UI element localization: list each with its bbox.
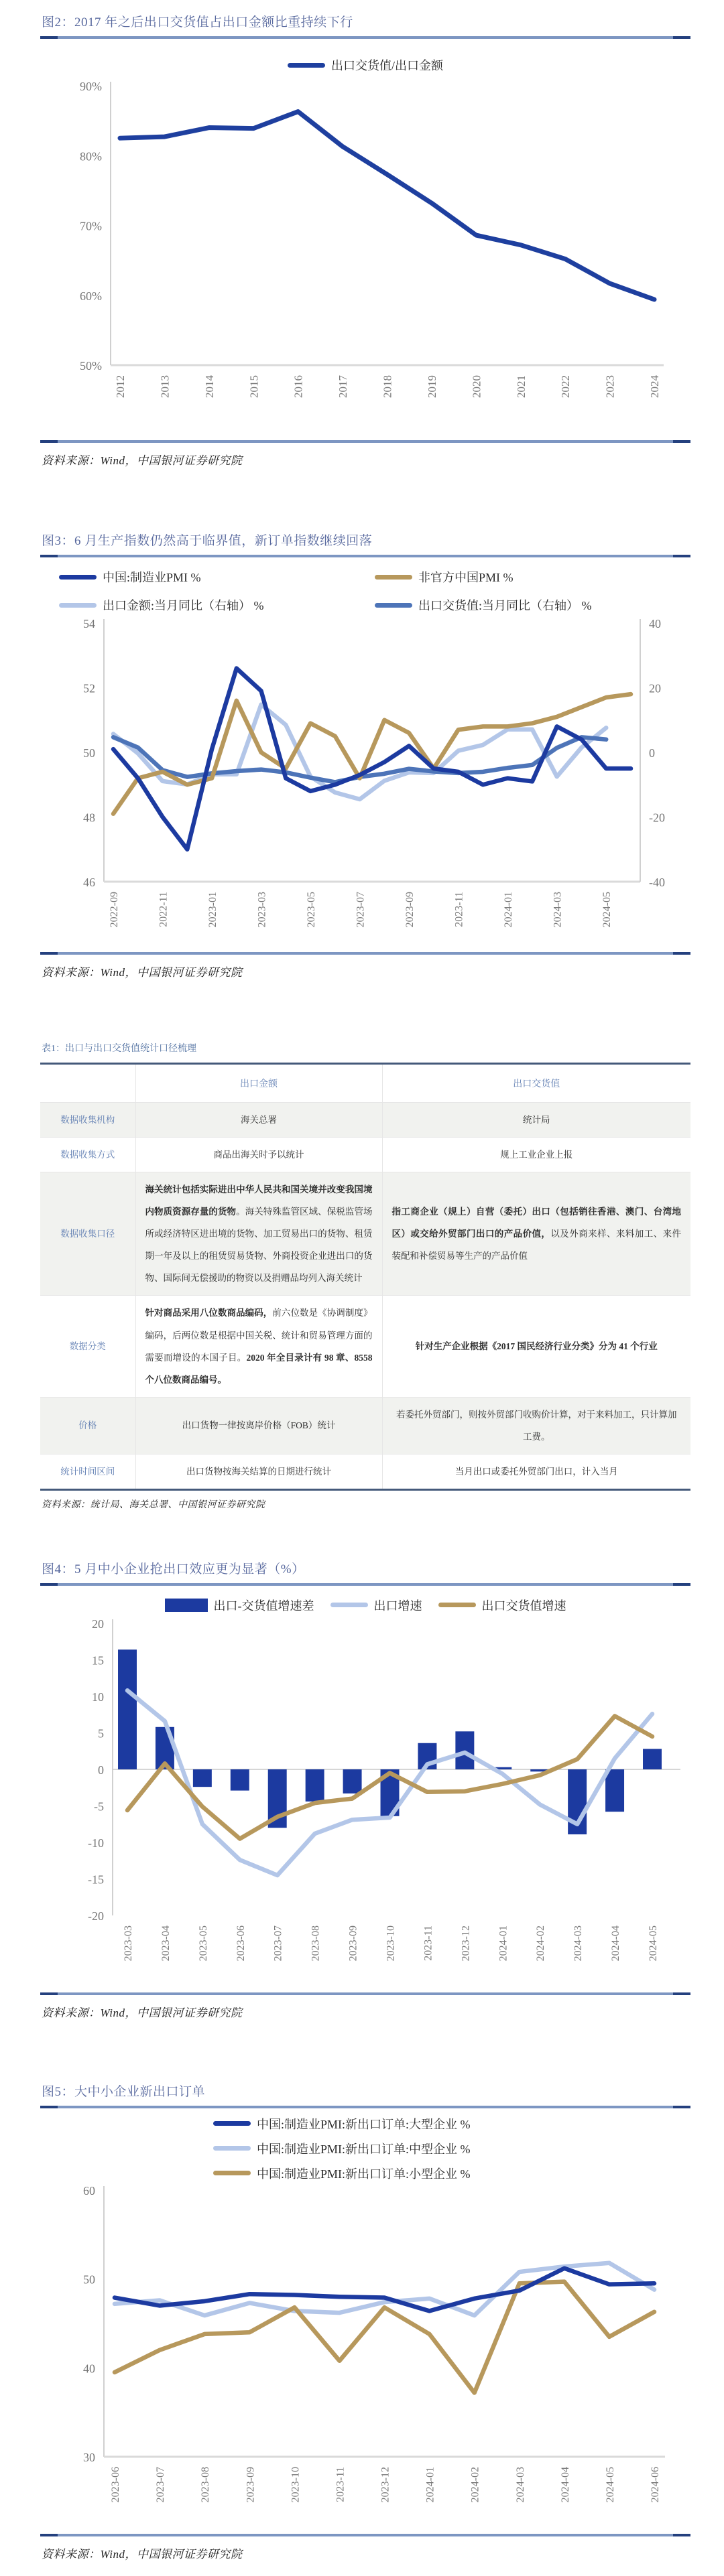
x-tick-label: 2023-07 [272, 1925, 284, 1962]
y-tick-label: 5 [98, 1726, 104, 1741]
x-tick-label: 2024-04 [610, 1925, 622, 1962]
x-tick-label: 2023-10 [290, 2466, 302, 2503]
divider-line [40, 440, 690, 443]
table-row-label: 数据收集口径 [40, 1172, 135, 1296]
figure-3-legend [59, 568, 690, 614]
line-swatch-icon [288, 63, 325, 68]
table-row-label: 价格 [40, 1397, 135, 1454]
stat-table-header-export-delivery: 出口交货值 [382, 1064, 690, 1103]
x-tick-label: 2023-04 [160, 1925, 172, 1962]
x-tick-label: 2023-10 [385, 1925, 397, 1962]
x-tick-label: 2023-11 [453, 892, 465, 927]
right-y-tick-label: 0 [649, 746, 655, 760]
x-tick-label: 2013 [158, 375, 172, 398]
legend-item [59, 596, 375, 614]
x-tick-label: 2023-11 [422, 1925, 434, 1961]
divider-line [40, 1992, 690, 1995]
y-tick-label: -5 [94, 1800, 104, 1814]
right-y-tick-label: -20 [649, 811, 665, 825]
line-swatch-icon [330, 1603, 368, 1607]
figure-4-source: 资料来源：Wind，中国银河证券研究院 [42, 2006, 243, 2019]
y-tick-label: 50% [80, 359, 102, 372]
figure-5-source: 资料来源：Wind，中国银河证券研究院 [42, 2547, 243, 2561]
y-tick-label: -20 [88, 1909, 104, 1923]
x-tick-label: 2023 [603, 375, 617, 398]
y-tick-label: 54 [83, 617, 95, 630]
figure-2 [40, 9, 690, 469]
x-tick-label: 2023-03 [123, 1925, 134, 1962]
x-tick-label: 2014 [202, 375, 216, 398]
line-swatch-icon [213, 2146, 251, 2151]
table-cell: 出口货物按海关结算的日期进行统计 [135, 1454, 382, 1489]
y-tick-label: 46 [83, 876, 95, 889]
stat-table-header-export-amount: 出口金额 [135, 1064, 382, 1103]
y-tick-label: 30 [83, 2450, 95, 2464]
line-swatch-icon [375, 603, 412, 608]
table-row-label: 统计时间区间 [40, 1454, 135, 1489]
table-row [40, 1103, 690, 1138]
legend-label: 出口交货值/出口金额 [330, 59, 443, 72]
x-tick-label: 2023-05 [306, 892, 318, 928]
x-tick-label: 2024-05 [648, 1925, 659, 1962]
table-cell: 针对生产企业根据《2017 国民经济行业分类》分为 41 个行业 [382, 1296, 690, 1397]
table-cell: 规上工业企业上报 [382, 1138, 690, 1172]
y-tick-label: 20 [92, 1617, 104, 1631]
figure-2-title: 图2：2017 年之后出口交货值占出口金额比重持续下行 [42, 15, 353, 29]
fig4-plot [40, 1614, 690, 1992]
bar-出口-交货值增速差 [605, 1769, 624, 1812]
legend-label: 出口交货值:当月同比（右轴） % [418, 599, 592, 612]
legend-label: 出口交货值增速 [481, 1599, 566, 1613]
legend-item [375, 568, 690, 586]
x-tick-label: 2020 [470, 375, 483, 398]
legend-item [438, 1597, 566, 1614]
x-tick-label: 2023-09 [347, 1925, 359, 1962]
x-tick-label: 2024-03 [514, 2466, 526, 2503]
x-tick-label: 2024-03 [572, 1925, 585, 1962]
y-tick-label: 10 [92, 1690, 104, 1704]
figure-3-source: 资料来源：Wind，中国银河证券研究院 [42, 966, 243, 979]
x-tick-label: 2024 [648, 375, 661, 398]
y-tick-label: 15 [92, 1653, 104, 1668]
x-tick-label: 2023-03 [256, 892, 268, 928]
divider-line [40, 952, 690, 955]
line-swatch-icon [213, 2171, 251, 2175]
figure-5 [40, 2079, 690, 2563]
stat-table [40, 1063, 690, 1491]
x-tick-label: 2024-03 [552, 892, 564, 928]
figure-3-title: 图3：6 月生产指数仍然高于临界值，新订单指数继续回落 [42, 534, 373, 548]
divider-line [40, 2534, 690, 2536]
table-cell: 海关总署 [135, 1103, 382, 1138]
table-cell: 商品出海关时予以统计 [135, 1138, 382, 1172]
divider-line [40, 36, 690, 39]
right-y-tick-label: 40 [649, 617, 661, 630]
x-tick-label: 2023-05 [197, 1925, 209, 1962]
y-tick-label: 80% [80, 149, 102, 163]
legend-label: 出口-交货值增速差 [213, 1599, 314, 1613]
x-tick-label: 2022-11 [158, 892, 170, 927]
bar-出口-交货值增速差 [643, 1749, 662, 1769]
legend-label: 中国:制造业PMI:新出口订单:大型企业 % [257, 2117, 471, 2131]
x-tick-label: 2024-05 [604, 2466, 616, 2503]
stat-table-body [40, 1103, 690, 1490]
table-row-label: 数据收集机构 [40, 1103, 135, 1138]
fig5-plot [40, 2182, 690, 2534]
y-tick-label: 90% [80, 80, 102, 93]
line-swatch-icon [59, 603, 97, 608]
divider-line [40, 2106, 690, 2108]
figure-2-legend [40, 56, 690, 74]
line-出口交货值/出口金额 [120, 112, 654, 299]
table-cell: 出口货物一律按离岸价格（FOB）统计 [135, 1397, 382, 1454]
y-tick-label: 60% [80, 289, 102, 303]
figure-4-chart [40, 1614, 690, 1992]
table-row [40, 1172, 690, 1296]
table-cell: 指工商企业（规上）自营（委托）出口（包括销往香港、澳门、台湾地区）或交给外贸部门出口的产品价值，以及外商来样、来料加工、来件装配和补偿贸易等生产的产品价值 [382, 1172, 690, 1296]
legend-label: 非官方中国PMI % [418, 571, 514, 584]
x-tick-label: 2023-12 [460, 1925, 472, 1962]
x-tick-label: 2024-02 [469, 2466, 481, 2503]
legend-label: 出口金额:当月同比（右轴） % [103, 599, 264, 612]
y-tick-label: 0 [98, 1763, 104, 1777]
legend-item [288, 56, 443, 74]
y-tick-label: 40 [83, 2362, 95, 2376]
legend-item [375, 596, 690, 614]
figure-5-chart [40, 2182, 690, 2534]
bar-swatch-icon [165, 1599, 208, 1612]
table-1-source: 资料来源：统计局、海关总署、中国银河证券研究院 [42, 1499, 265, 1510]
x-tick-label: 2021 [514, 375, 528, 398]
bar-出口-交货值增速差 [306, 1769, 324, 1802]
fig2-plot [40, 75, 690, 440]
divider-line [40, 1583, 690, 1586]
table-row-label: 数据分类 [40, 1296, 135, 1397]
legend-label: 中国:制造业PMI:新出口订单:小型企业 % [257, 2167, 471, 2181]
x-tick-label: 2024-01 [424, 2466, 436, 2503]
x-tick-label: 2018 [381, 375, 394, 398]
x-tick-label: 2023-12 [379, 2466, 391, 2503]
figure-4 [40, 1556, 690, 2021]
legend-item [213, 2140, 690, 2157]
x-tick-label: 2023-08 [200, 2466, 212, 2503]
legend-item [213, 2165, 690, 2182]
legend-item [165, 1597, 314, 1614]
stat-table-header-row [40, 1064, 690, 1103]
table-1-block [40, 1040, 690, 1512]
table-1-caption: 表1：出口与出口交货值统计口径梳理 [42, 1044, 196, 1054]
x-tick-label: 2023-09 [245, 2466, 257, 2503]
figure-2-source: 资料来源：Wind，中国银河证券研究院 [42, 454, 243, 467]
bar-出口-交货值增速差 [343, 1769, 362, 1793]
table-cell: 海关统计包括实际进出中华人民共和国关境并改变我国境内物质资源存量的货物。海关特殊监管区域、保税监管场所或经济特区进出境的货物、加工贸易出口的货物、租赁期一年及以上的租赁贸易货物、外商投资企业进出口的货物、国际间无偿援助的物资以及捐赠品均列入海关统计 [135, 1172, 382, 1296]
legend-item [213, 2115, 690, 2132]
line-swatch-icon [59, 575, 97, 580]
line-swatch-icon [213, 2121, 251, 2126]
legend-item [59, 568, 375, 586]
x-tick-label: 2023-06 [110, 2466, 121, 2503]
x-tick-label: 2016 [292, 375, 305, 398]
legend-label: 中国:制造业PMI % [103, 571, 201, 584]
bar-出口-交货值增速差 [455, 1731, 474, 1769]
y-tick-label: 50 [83, 2273, 95, 2287]
x-tick-label: 2023-01 [207, 892, 219, 928]
fig3-plot [40, 614, 690, 952]
figure-3-chart [40, 614, 690, 952]
x-tick-label: 2024-04 [559, 2466, 571, 2503]
table-cell: 当月出口或委托外贸部门出口，计入当月 [382, 1454, 690, 1489]
y-tick-label: 50 [83, 746, 95, 760]
right-y-tick-label: 20 [649, 681, 661, 695]
x-tick-label: 2022 [559, 375, 572, 398]
table-cell: 若委托外贸部门，则按外贸部门收购价计算，对于来料加工，只计算加工费。 [382, 1397, 690, 1454]
line-非官方中国PMI % [113, 694, 631, 814]
table-row [40, 1454, 690, 1489]
x-tick-label: 2024-05 [601, 892, 613, 928]
figure-5-legend [213, 2115, 690, 2182]
table-row [40, 1138, 690, 1172]
y-tick-label: 52 [83, 681, 95, 695]
x-tick-label: 2024-02 [535, 1925, 547, 1962]
x-tick-label: 2023-06 [235, 1925, 247, 1962]
right-y-tick-label: -40 [649, 876, 665, 889]
x-tick-label: 2019 [425, 375, 438, 398]
y-tick-label: 48 [83, 811, 95, 825]
x-tick-label: 2023-07 [355, 892, 367, 928]
x-tick-label: 2015 [247, 375, 261, 398]
line-swatch-icon [438, 1603, 476, 1607]
figure-4-title: 图4：5 月中小企业抢出口效应更为显著（%） [42, 1562, 305, 1576]
x-tick-label: 2023-08 [310, 1925, 322, 1962]
x-tick-label: 2024-01 [497, 1925, 509, 1962]
stat-table-header-empty [40, 1064, 135, 1103]
line-swatch-icon [375, 575, 412, 580]
x-tick-label: 2023-11 [335, 2466, 347, 2502]
legend-label: 出口增速 [373, 1599, 422, 1613]
x-tick-label: 2012 [114, 375, 127, 398]
x-tick-label: 2022-09 [109, 892, 120, 928]
figure-4-legend [40, 1597, 690, 1614]
bar-出口-交货值增速差 [118, 1649, 137, 1769]
y-tick-label: 60 [83, 2183, 95, 2197]
x-tick-label: 2024-06 [650, 2466, 661, 2503]
figure-3 [40, 528, 690, 981]
x-tick-label: 2017 [337, 375, 350, 398]
table-row [40, 1397, 690, 1454]
table-row [40, 1296, 690, 1397]
table-cell: 针对商品采用八位数商品编码，前六位数是《协调制度》编码，后两位数是根据中国关税、统计和贸易管理方面的需要而增设的本国子目。2020 年全目录计有 98 章、8558 个八位数商品编号。 [135, 1296, 382, 1397]
bar-出口-交货值增速差 [231, 1769, 249, 1791]
table-cell: 统计局 [382, 1103, 690, 1138]
figure-5-title: 图5：大中小企业新出口订单 [42, 2084, 206, 2099]
x-tick-label: 2024-01 [503, 892, 515, 928]
line-中国:制造业PMI % [113, 669, 631, 850]
y-tick-label: -10 [88, 1836, 104, 1850]
table-row-label: 数据收集方式 [40, 1138, 135, 1172]
y-tick-label: -15 [88, 1873, 104, 1887]
x-tick-label: 2023-07 [155, 2466, 167, 2503]
y-tick-label: 70% [80, 219, 102, 233]
figure-2-chart [40, 75, 690, 440]
bar-出口-交货值增速差 [193, 1769, 212, 1787]
x-tick-label: 2023-09 [404, 892, 416, 928]
legend-item [330, 1597, 422, 1614]
legend-label: 中国:制造业PMI:新出口订单:中型企业 % [257, 2142, 471, 2156]
divider-line [40, 555, 690, 557]
